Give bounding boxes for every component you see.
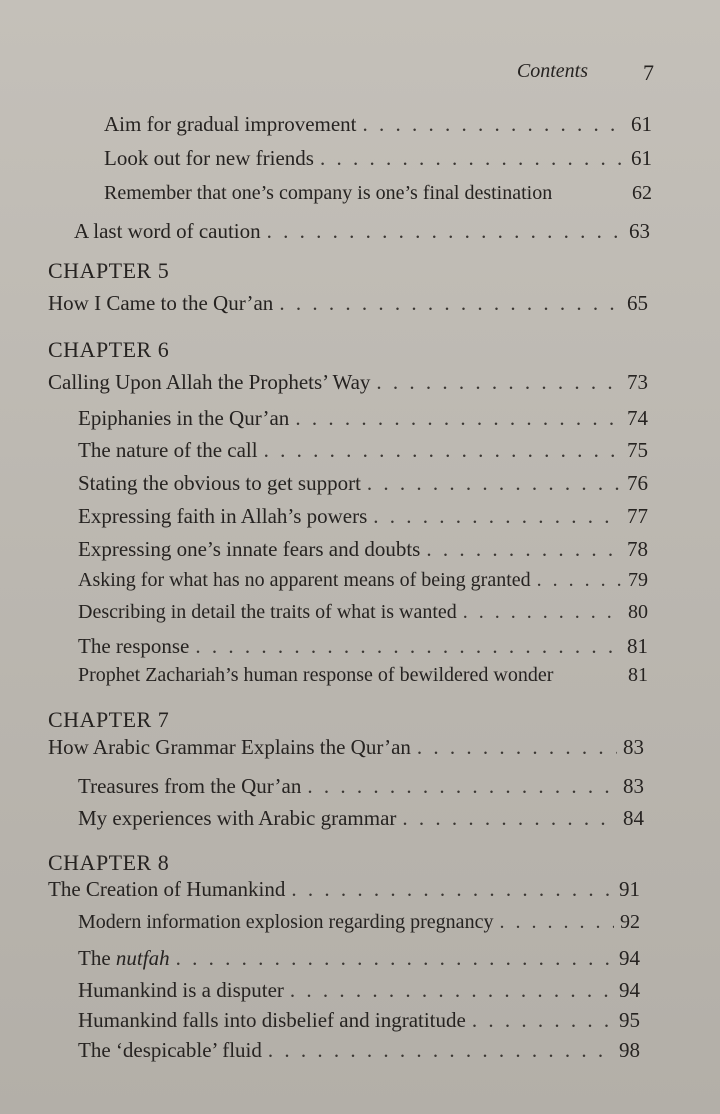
toc-entry-page: 83	[623, 774, 644, 798]
toc-entry-title: The nature of the call	[78, 438, 258, 462]
dot-leader	[291, 877, 613, 902]
page-number: 7	[643, 60, 654, 85]
toc-entry-title: Prophet Zachariah’s human response of bewildered wonder	[78, 664, 554, 686]
dot-leader	[376, 370, 621, 395]
dot-leader	[264, 438, 621, 463]
dot-leader	[267, 219, 623, 244]
toc-entry	[78, 664, 648, 687]
toc-entry	[104, 146, 652, 171]
toc-entry	[78, 806, 644, 831]
toc-entry-page: 76	[627, 471, 648, 495]
toc-entry-title: Epiphanies in the Qur’an	[78, 406, 290, 430]
toc-entry-page: 94	[619, 978, 640, 1002]
dot-leader	[295, 406, 621, 431]
toc-entry-title: The Creation of Humankind	[48, 877, 286, 901]
toc-chapter-title	[48, 735, 644, 760]
dot-leader	[279, 291, 621, 316]
toc-entry-page: 81	[628, 664, 648, 686]
toc-entry-page: 75	[627, 438, 648, 462]
dot-leader	[463, 601, 622, 624]
toc-entry	[78, 978, 640, 1003]
toc-chapter-title	[48, 291, 648, 316]
dot-leader	[417, 735, 617, 760]
toc-entry-page: 81	[627, 634, 648, 658]
dot-leader	[472, 1008, 613, 1033]
dot-leader	[363, 112, 625, 137]
toc-entry	[104, 112, 652, 137]
toc-entry-title: Calling Upon Allah the Prophets’ Way	[48, 370, 371, 394]
toc-entry-title: Asking for what has no apparent means of being granted	[78, 569, 531, 591]
toc-entry-title: How I Came to the Qur’an	[48, 291, 274, 315]
toc-entry-title: A last word of caution	[74, 219, 261, 243]
toc-entry-title: Expressing one’s innate fears and doubts	[78, 537, 421, 561]
toc-entry-title: The response	[78, 634, 190, 658]
toc-entry-page: 79	[628, 569, 648, 591]
dot-leader	[367, 471, 621, 496]
chapter-heading: CHAPTER 8	[48, 850, 170, 875]
dot-leader	[402, 806, 617, 831]
dot-leader	[290, 978, 613, 1003]
dot-leader	[537, 569, 622, 592]
dot-leader	[195, 634, 621, 659]
toc-entry-title: Humankind falls into disbelief and ingratitude	[78, 1008, 466, 1032]
toc-entry-page: 91	[619, 877, 640, 901]
toc-entry-page: 84	[623, 806, 644, 830]
toc-entry-page: 73	[627, 370, 648, 394]
toc-entry-title-italic: nutfah	[115, 946, 170, 970]
dot-leader	[499, 911, 614, 934]
toc-entry-title: Look out for new friends	[104, 146, 314, 170]
chapter-heading: CHAPTER 6	[48, 337, 170, 362]
dot-leader	[373, 504, 621, 529]
toc-entry-page: 95	[619, 1008, 640, 1032]
toc-entry-title: Aim for gradual improvement	[104, 112, 357, 136]
toc-entry	[78, 406, 648, 431]
dot-leader	[176, 946, 613, 971]
toc-entry-title: Expressing faith in Allah’s powers	[78, 504, 368, 528]
toc-entry	[78, 504, 648, 529]
toc-entry	[78, 438, 648, 463]
toc-entry-title: The ‘despicable’ fluid	[78, 1038, 262, 1062]
toc-entry	[78, 569, 648, 592]
toc-entry	[78, 911, 640, 934]
toc-entry-page: 83	[623, 735, 644, 759]
toc-entry-page: 65	[627, 291, 648, 315]
toc-entry-title: Describing in detail the traits of what is wanted	[78, 601, 457, 623]
toc-entry-page: 61	[631, 146, 652, 170]
toc-chapter-title	[48, 877, 640, 902]
toc-entry	[78, 1038, 640, 1063]
toc-entry-page: 98	[619, 1038, 640, 1062]
chapter-heading: CHAPTER 5	[48, 258, 170, 283]
toc-entry	[78, 1008, 640, 1033]
dot-leader	[268, 1038, 613, 1063]
toc-entry-page: 77	[627, 504, 648, 528]
toc-entry-title: How Arabic Grammar Explains the Qur’an	[48, 735, 411, 759]
chapter-heading: CHAPTER 7	[48, 707, 170, 732]
dot-leader	[426, 537, 621, 562]
dot-leader	[307, 774, 617, 799]
toc-entry-page: 63	[629, 219, 650, 243]
toc-entry-title: Modern information explosion regarding pregnancy	[78, 911, 494, 933]
toc-entry	[104, 182, 652, 205]
running-header	[0, 60, 720, 86]
toc-entry-title: Stating the obvious to get support	[78, 471, 361, 495]
toc-entry	[78, 471, 648, 496]
toc-entry-page: 94	[619, 946, 640, 970]
toc-entry	[78, 634, 648, 659]
toc-entry-title: Treasures from the Qur’an	[78, 774, 302, 798]
toc-chapter-title	[48, 370, 648, 395]
toc-entry-page: 62	[632, 182, 652, 204]
toc-entry-page: 80	[628, 601, 648, 623]
running-header-title: Contents	[516, 60, 588, 82]
toc-entry-title: Humankind is a disputer	[78, 978, 284, 1002]
toc-entry-page: 92	[620, 911, 640, 933]
dot-leader	[320, 146, 625, 171]
toc-entry-page: 78	[627, 537, 648, 561]
toc-entry-title: My experiences with Arabic grammar	[78, 806, 397, 830]
toc-entry	[74, 219, 650, 244]
toc-entry-title-text: The	[78, 946, 111, 970]
toc-entry-title	[78, 946, 170, 971]
toc-entry	[78, 774, 644, 799]
toc-entry	[78, 601, 648, 624]
toc-entry-title: Remember that one’s company is one’s final destination	[104, 182, 553, 204]
toc-entry	[78, 537, 648, 562]
toc-entry-page: 74	[627, 406, 648, 430]
toc-entry	[78, 946, 640, 971]
toc-entry-page: 61	[631, 112, 652, 136]
